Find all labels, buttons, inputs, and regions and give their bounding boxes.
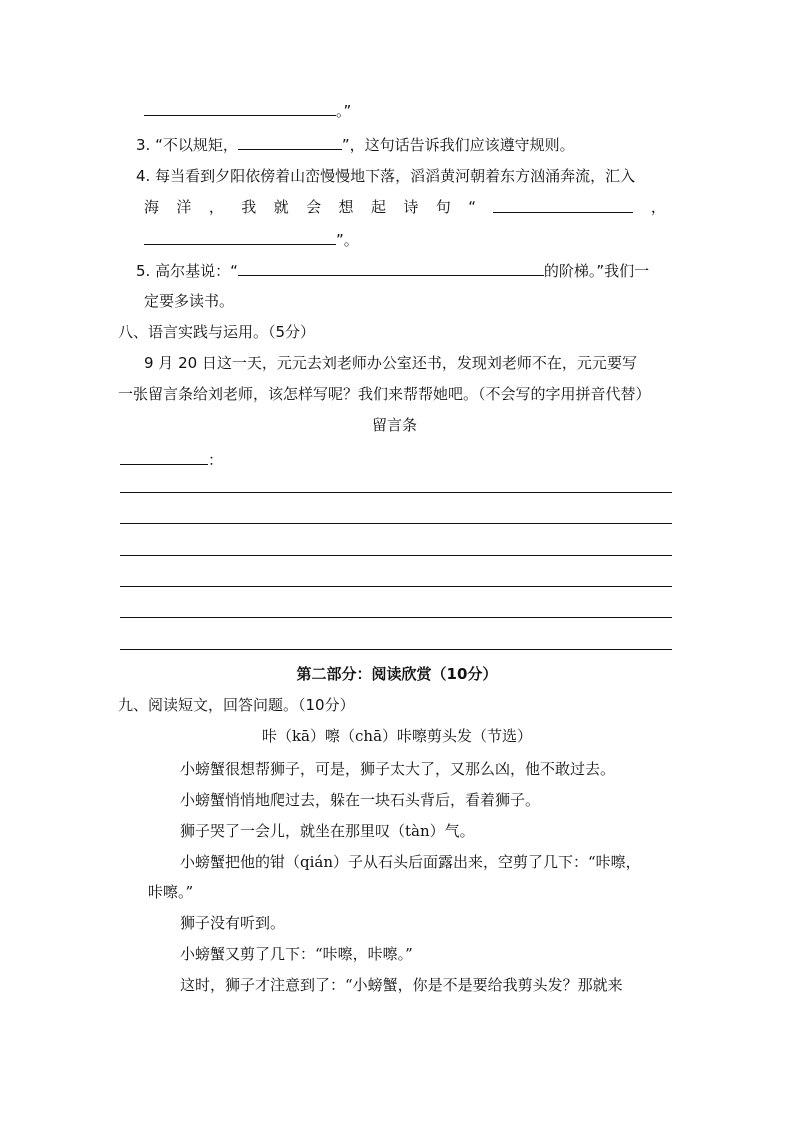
writing-line[interactable] [120, 523, 672, 524]
q4-comma: ， [650, 198, 666, 216]
writing-line[interactable] [120, 649, 672, 650]
story-title: 咔（kā）嚓（chā）咔嚓剪头发（节选） [261, 727, 533, 745]
question-5-line1 [136, 260, 649, 281]
question-3 [136, 134, 575, 155]
q4-end-text: ”。 [336, 231, 359, 249]
section-8-para1: 9 月 20 日这一天，元元去刘老师办公室还书，发现刘老师不在，元元要写 [144, 354, 637, 372]
writing-line[interactable] [120, 555, 672, 556]
story-paragraph-3: 狮子哭了一会儿，就坐在那里叹（tàn）气。 [180, 822, 475, 840]
question-5-line2: 定要多读书。 [144, 292, 235, 310]
q4-char: 我 [241, 198, 257, 216]
salutation-colon: ： [208, 451, 224, 469]
q4-char: 起 [370, 198, 386, 216]
story-paragraph-4a: 小螃蟹把他的钳（qián）子从石头后面露出来，空剪了几下：“咔嚓， [180, 853, 641, 871]
note-title: 留言条 [372, 416, 418, 434]
story-paragraph-5: 狮子没有听到。 [180, 914, 286, 932]
q4-char: 会 [306, 198, 322, 216]
q3-start-text: “不以规矩， [155, 136, 238, 154]
section-9-heading: 九、阅读短文，回答问题。（10分） [118, 696, 355, 714]
q4-char: 句 [435, 198, 451, 216]
q3-end-text: ”，这句话告诉我们应该遵守规则。 [341, 136, 575, 154]
question-4-line2 [144, 197, 666, 217]
section-8-heading: 八、语言实践与运用。（5分） [118, 323, 316, 341]
q4-char: 想 [338, 198, 354, 216]
answer-blank[interactable] [238, 260, 544, 276]
q4-char: 洋 [176, 198, 192, 216]
answer-blank[interactable] [144, 229, 336, 245]
q5-end-text: 的阶梯。”我们一 [543, 262, 650, 280]
writing-line[interactable] [120, 617, 672, 618]
story-paragraph-1: 小螃蟹很想帮狮子，可是，狮子太大了，又那么凶，他不敢过去。 [180, 760, 616, 778]
writing-line[interactable] [120, 586, 672, 587]
salutation-blank[interactable] [120, 449, 208, 465]
q3-number: 3. [136, 136, 151, 154]
writing-line[interactable] [120, 492, 672, 493]
question-4-line3 [144, 229, 359, 250]
q4-char: 海 [144, 198, 160, 216]
answer-blank[interactable] [144, 100, 336, 116]
story-paragraph-2: 小螃蟹悄悄地爬过去，躲在一块石头背后，看着狮子。 [180, 791, 541, 809]
q4-char: “ [468, 198, 476, 216]
story-paragraph-6: 小螃蟹又剪了几下：“咔嚓，咔嚓。” [180, 945, 413, 963]
question-4-line1: 4. 每当看到夕阳依傍着山峦慢慢地下落，滔滔黄河朝着东方汹涌奔流，汇入 [136, 167, 636, 185]
q2-end-text: 。” [336, 102, 352, 120]
story-paragraph-4b: 咔嚓。” [148, 883, 194, 901]
q4-char: 就 [273, 198, 289, 216]
q4-char: ， [208, 198, 224, 216]
q4-char: 诗 [403, 198, 419, 216]
story-paragraph-7: 这时，狮子才注意到了：“小螃蟹，你是不是要给我剪头发？那就来 [180, 976, 623, 994]
q2-tail [144, 100, 351, 121]
part-2-title: 第二部分：阅读欣赏（10分） [296, 665, 498, 683]
note-salutation [120, 449, 223, 470]
answer-blank[interactable] [493, 197, 633, 213]
answer-blank[interactable] [238, 134, 342, 150]
q5-start-text: 5. 高尔基说：“ [136, 262, 238, 280]
section-8-para2: 一张留言条给刘老师，该怎样写呢？我们来帮帮她吧。（不会写的字用拼音代替） [118, 385, 651, 403]
